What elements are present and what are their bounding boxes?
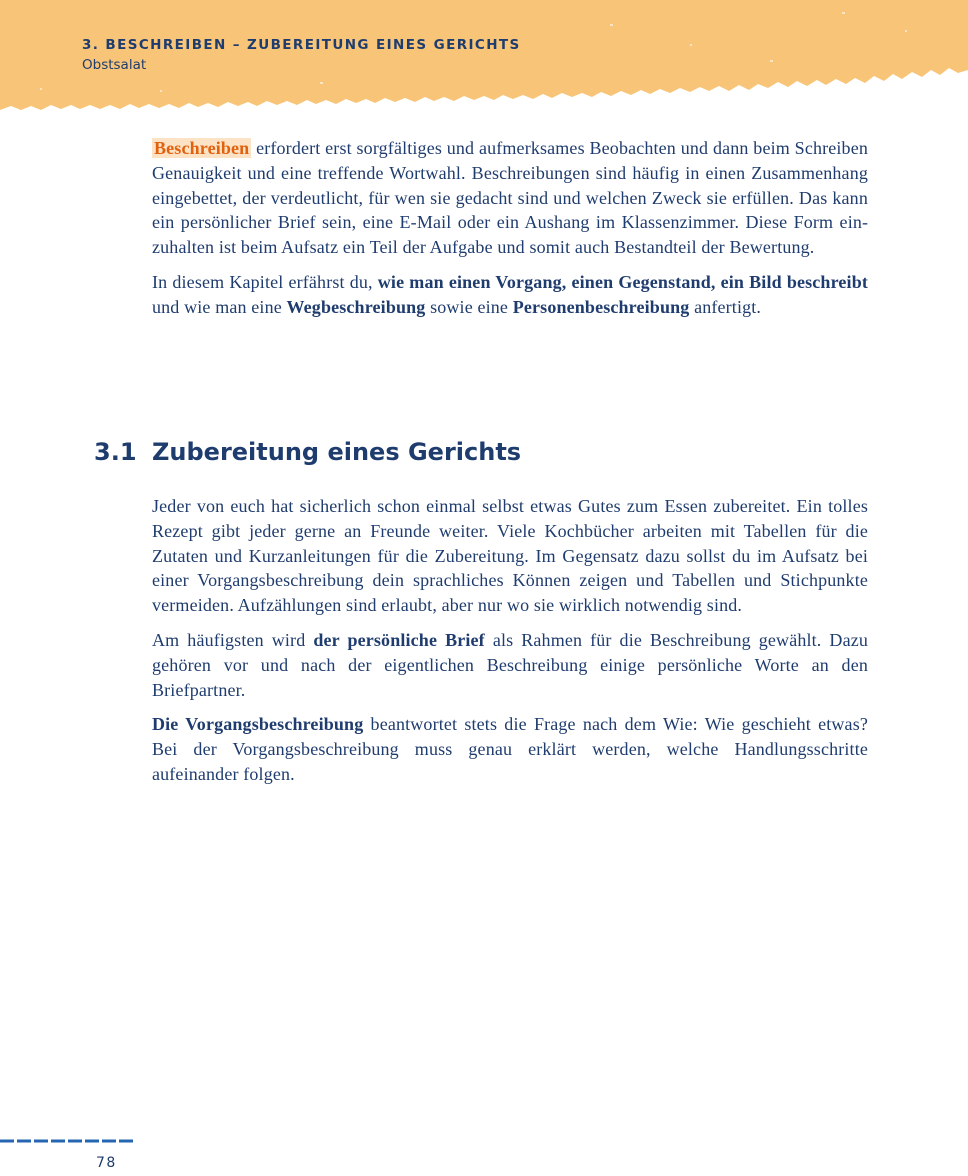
intro-p2-text-1: In diesem Kapitel erfährst du, <box>152 271 378 292</box>
section-title: Zubereitung eines Gerichts <box>152 438 522 466</box>
intro-paragraph-1 <box>152 136 868 260</box>
header-band <box>0 0 968 112</box>
section-p3-bold-1: Die Vorgangsbeschreibung <box>152 714 364 735</box>
section-p2-text-2: als Rahmen für die Beschreibung gewählt. Dazu gehören vor und nach der eigentlichen Beschreibung einige persönliche Worte an den Briefpartner. <box>152 629 868 700</box>
intro-p2-text-2: und wie man eine <box>152 296 287 317</box>
intro-p2-bold-2: Wegbeschreibung <box>286 296 426 317</box>
intro-p2-text-3: sowie eine <box>425 296 513 317</box>
page-number-rule <box>0 1139 136 1143</box>
section-p3-text-1: beantwortet stets die Frage nach dem Wie: Wie geschieht etwas? Bei der Vorgangsbeschreibung muss genau erklärt werden, welche Handlungsschritte aufeinander folgen. <box>152 714 868 784</box>
section-text <box>152 494 868 797</box>
section-p2-text-1: Am häufigsten wird <box>152 629 314 650</box>
intro-p2-text-4: anfertigt. <box>689 296 762 317</box>
section-paragraph-2 <box>152 628 868 702</box>
intro-paragraph-1-text: erfordert erst sorgfältiges und aufmerksames Beobachten und dann beim Schreiben Genauigkeit und eine treffende Wortwahl. Beschreibungen sind häufig in einen Zusammenhang eingebettet, der verdeutlicht, für wen sie gedacht sind und welchen Zweck sie erfüllen. Das kann ein persönlicher Brief sein, eine E-Mail oder ein Aushang im Klassenzimmer. Diese Form einzuhalten ist beim Aufsatz ein Teil der Aufgabe und somit auch Bestandteil der Bewertung. <box>152 138 868 258</box>
section-paragraph-1: Jeder von euch hat sicherlich schon einmal selbst etwas Gutes zum Essen zubereitet. Ein tolles Rezept gibt jeder gerne an Freunde weiter. Viele Kochbücher arbeiten mit Tabellen für die Zutaten und Kurzanleitungen für die Zubereitung. Im Gegensatz dazu sollst du im Aufsatz bei einer Vorgangsbeschreibung dein sprachliches Können zeigen und Tabellen und Stichpunkte vermeiden. Aufzählungen sind erlaubt, aber nur wo sie wirklich notwendig sind. <box>152 496 868 616</box>
page-number: 78 <box>96 1155 117 1171</box>
running-header-subtitle: Obstsalat <box>82 57 147 73</box>
section-heading <box>94 438 521 466</box>
running-header-title: 3. BESCHREIBEN – ZUBEREITUNG EINES GERICHTS <box>82 37 521 53</box>
intro-p2-bold-1: wie man einen Vorgang, einen Gegenstand, ein Bild beschreibt <box>377 271 869 292</box>
section-paragraph-3 <box>152 712 868 786</box>
section-p2-bold-1: der persönliche Brief <box>313 629 485 650</box>
intro-paragraph-2 <box>152 270 868 320</box>
intro-p2-bold-3: Personenbeschreibung <box>512 296 690 317</box>
intro-text <box>152 136 868 330</box>
brush-stroke-background <box>0 0 968 112</box>
section-number: 3.1 <box>94 438 137 466</box>
highlighted-term: Beschreiben <box>154 138 250 158</box>
